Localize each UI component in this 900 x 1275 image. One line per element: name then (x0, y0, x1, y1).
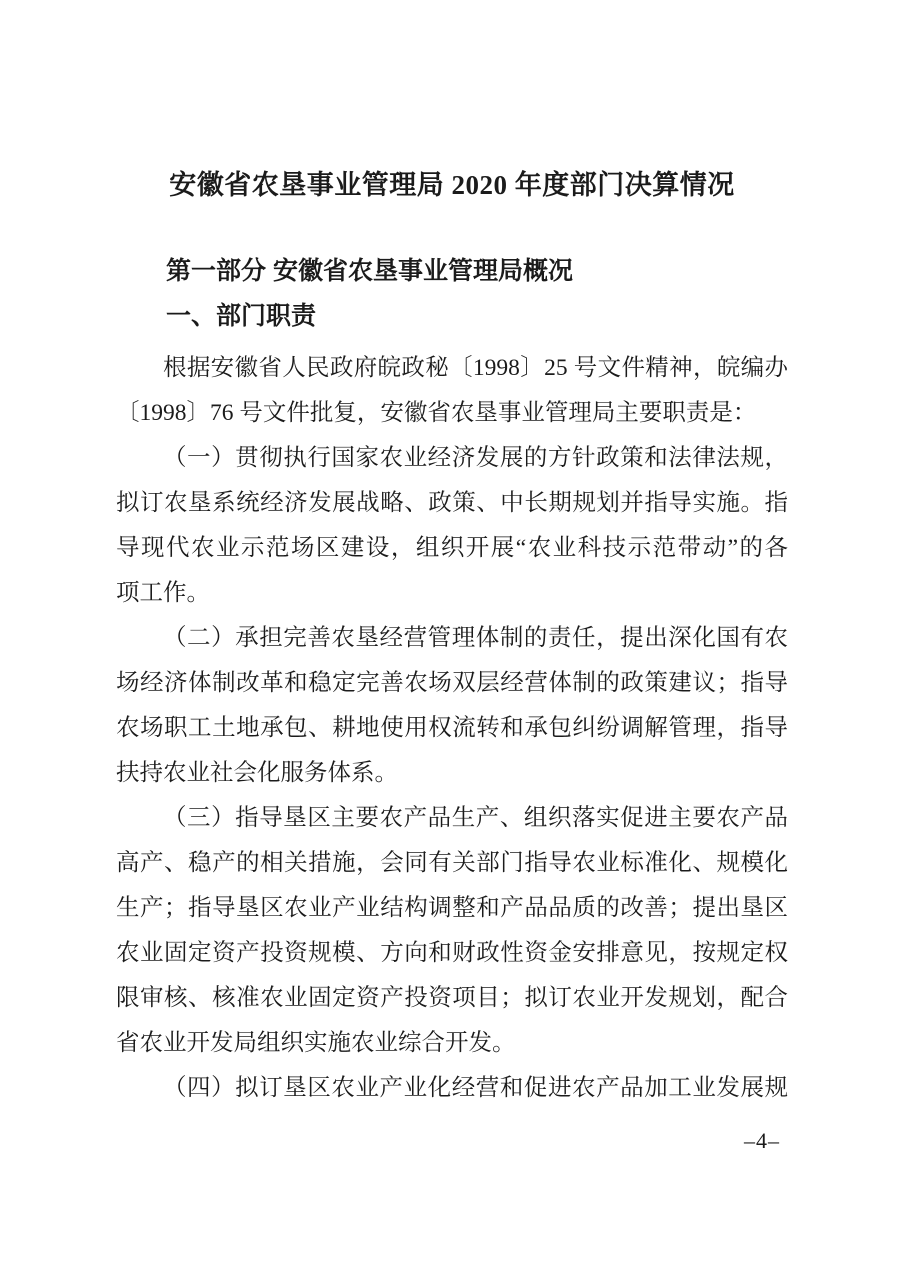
document-title: 安徽省农垦事业管理局 2020 年度部门决算情况 (169, 170, 735, 200)
paragraph-item-4 (116, 1066, 788, 1111)
text-line: 项工作。 (116, 580, 210, 606)
text-line: 〔1998〕76 号文件批复，安徽省农垦事业管理局主要职责是： (116, 400, 757, 426)
text-line: 农场职工土地承包、耕地使用权流转和承包纠纷调解管理，指导 (116, 715, 788, 741)
paragraph-item-1 (116, 436, 788, 616)
text-line: （一）贯彻执行国家农业经济发展的方针政策和法律法规， (163, 445, 788, 471)
text-line: （三）指导垦区主要农产品生产、组织落实促进主要农产品 (163, 805, 788, 831)
paragraph-item-2 (116, 616, 788, 796)
text-line: 拟订农垦系统经济发展战略、政策、中长期规划并指导实施。指 (116, 490, 788, 516)
text-line: 农业固定资产投资规模、方向和财政性资金安排意见，按规定权 (116, 940, 788, 966)
text-line: 限审核、核准农业固定资产投资项目；拟订农业开发规划，配合 (116, 985, 788, 1011)
paragraph-intro (116, 346, 788, 436)
text-line: 导现代农业示范场区建设，组织开展“农业科技示范带动”的各 (116, 535, 788, 561)
text-line: 高产、稳产的相关措施，会同有关部门指导农业标准化、规模化 (116, 850, 788, 876)
text-line: 省农业开发局组织实施农业综合开发。 (116, 1030, 516, 1056)
text-line: 根据安徽省人民政府皖政秘〔1998〕25 号文件精神，皖编办 (163, 355, 788, 381)
part-one-heading: 第一部分 安徽省农垦事业管理局概况 (166, 257, 573, 285)
text-line: 生产；指导垦区农业产业结构调整和产品品质的改善；提出垦区 (116, 895, 788, 921)
text-line: （二）承担完善农垦经营管理体制的责任，提出深化国有农 (163, 625, 788, 651)
text-line: 扶持农业社会化服务体系。 (116, 760, 398, 786)
body-text (116, 346, 788, 1111)
text-line: 场经济体制改革和稳定完善农场双层经营体制的政策建议；指导 (116, 670, 788, 696)
document-content (116, 163, 788, 1156)
page-number: –4– (744, 1128, 780, 1153)
section-heading-duties: 一、部门职责 (166, 302, 317, 330)
paragraph-item-3 (116, 796, 788, 1066)
text-line: （四）拟订垦区农业产业化经营和促进农产品加工业发展规 (163, 1075, 788, 1101)
